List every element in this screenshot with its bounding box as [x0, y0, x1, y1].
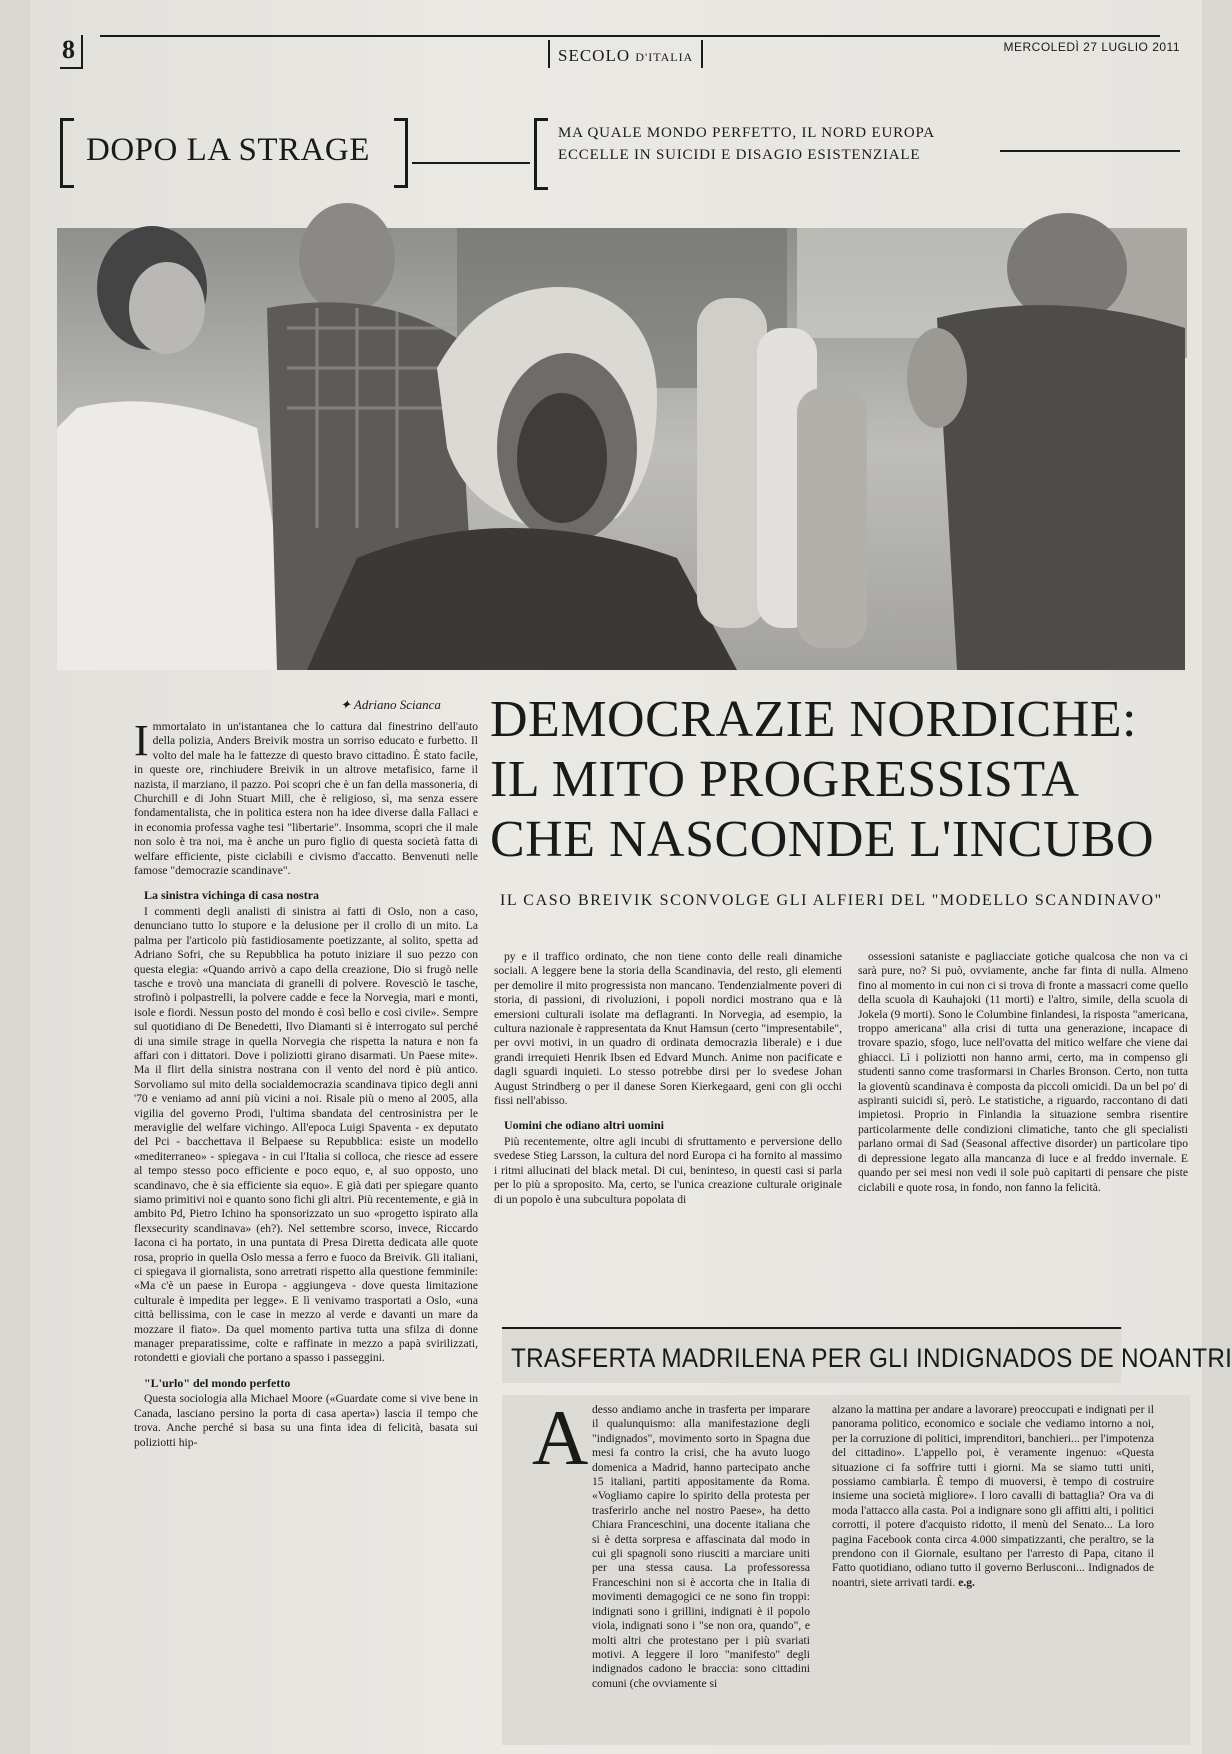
subheading: La sinistra vichinga di casa nostra — [144, 888, 320, 903]
headline-line: CHE NASCONDE L'INCUBO — [490, 811, 1155, 868]
paper-name — [548, 40, 703, 68]
box-title: TRASFERTA MADRILENA PER GLI INDIGNADOS DE NOANTRI — [502, 1327, 1121, 1383]
section-subtitle-line1: MA QUALE MONDO PERFETTO, IL NORD EUROPA — [558, 125, 935, 141]
box-paragraph: desso andiamo anche in trasferta per imparare il qualunquismo: alla manifestazione degli "indignados", movimento sorto in Spagna due mesi fa contro la crisi, che ha avuto luogo domenica a Madrid, hanno partecipato anche 15 italiani, partiti appositamente da Roma. «Vogliamo capire lo spirito della protesta per trasferirlo anche nel nostro Paese», ha detto Chiara Franceschini, una docente italiana che si è detta sorpresa e affascinata dal modo in cui gli spagnoli sono riusciti a marciare uniti per una stessa causa. La professoressa Franceschini non si è accorta che in Italia di movimenti demagogici ce ne sono fin troppi: indignati sono i grillini, indignati è il popolo viola, indignati sono i "se non ora, quando", e molti altri che protestano per i più svariati motivi. A leggere il loro "manifesto" degli indignados cadono le braccia: sono cittadini comuni (che ovviamente si — [592, 1403, 810, 1690]
box-drop-cap: A — [532, 1394, 589, 1481]
article-paragraph: Questa sociologia alla Michael Moore («Guardate come si vive bene in Canada, lasciano persino la porta di casa aperta») lascia il tempo che trova. Anche perché si basa su una finta idea di felicità, basata sui poliziotti hip- — [134, 1392, 478, 1449]
box-column-1 — [532, 1394, 810, 1743]
headline-line: DEMOCRAZIE NORDICHE: — [490, 691, 1137, 748]
masthead — [60, 30, 1180, 70]
byline: ✦ Adriano Scianca — [340, 697, 441, 712]
box-paragraph — [832, 1403, 1154, 1590]
masthead-rule — [100, 35, 1160, 37]
subheading: Uomini che odiano altri uomini — [504, 1118, 665, 1133]
box-column-2 — [832, 1403, 1154, 1743]
section-subtitle-line2: ECCELLE IN SUICIDI E DISAGIO ESISTENZIALE — [558, 147, 921, 163]
page-number: 8 — [60, 35, 83, 69]
article-paragraph: ossessioni sataniste e pagliacciate gotiche qualcosa che non va ci sarà pure, no? Si può, ovviamente, anche far finta di nulla. Almeno fino al momento in cui non ci si trova di fronte a massacri come quello della scuola di Kauhajoki (11 morti) e l'altro, simile, della scuola di Jokela (9 morti). Sono le Columbine finlandesi, la risposta "americana, troppo americana" alla crisi di tutta una generazione, incapace di trovare spazio, sfogo, luce nell'ovatta del mitico welfare che viene dai ghiacci. Lì i poliziotti non hanno armi, certo, ma in compenso gli studenti sanno come trasformarsi in Charles Bronson. Certo, non tutta la gioventù scandinava è composta da piccoli omicidi. Da un bel po' di aspiranti suicidi sì, però. Le statistiche, a riguardo, raccontano di dati impietosi. Proprio in Finlandia la situazione sembra risentire particolarmente delle condizioni climatiche, tanto che gli specialisti parlano ormai di Sad (Seasonal affective disorder) un particolare tipo di depressione legato alla mancanza di luce e al freddo invernale. E quando per sei mesi non vedi il sole può capitarti di pensare che piste ciclabili e quote rosa, in fondo, non fanno la felicità. — [858, 950, 1188, 1194]
issue-date: MERCOLEDÌ 27 LUGLIO 2011 — [1003, 40, 1180, 54]
subheading: "L'urlo" del mondo perfetto — [144, 1375, 291, 1390]
box-signature: e.g. — [958, 1575, 975, 1589]
lead-text: mmortalato in un'istantanea che lo cattura dal finestrino dell'auto della polizia, Anders Breivik mostra un sorriso educato e furbetto. Il volto del male ha le fattezze di questo bravo cittadino. È stato facile, in queste ore, rinchiudere Breivik in un altrove metafisico, farne il nazista, il marziano, il pazzo. Poi scopri che è un fan della massoneria, di Churchill e di John Stuart Mill, che è religioso, sì, ma senza essere fondamentalista, che in politica estera non ha idee diverse dalla Fallaci e in economia professa vaghe tesi "libertarie". Insomma, scopri che il male non solo è tra noi, ma è anche un puro figlio di questa società fatta di welfare efficiente, piste ciclabili e civismo d'accatto. Benvenuti nelle famose "democrazie scandinave". — [134, 720, 478, 878]
box-body — [502, 1395, 1190, 1745]
article-column-1 — [134, 716, 478, 1730]
bracket-subtitle — [534, 118, 548, 190]
section-header — [60, 118, 1180, 198]
section-label: DOPO LA STRAGE — [86, 132, 370, 168]
article-paragraph: py e il traffico ordinato, che non tiene conto delle reali dinamiche sociali. A leggere bene la storia della Scandinavia, del resto, gli elementi per demolire il mito progressista non mancano. Tendenzialmente poveri di storia, di passioni, di rivoluzioni, i popoli nordici mostrano qua e là emersioni culturali isolate ma deflagranti. In Norvegia, ad esempio, la cultura nazionale è rappresentata da Knut Hamsun (certo "impresentabile", per ovvi motivi, in un quadro di ordinata democrazia liberale) e i due grandi irrequieti Henrik Ibsen ed Edvard Munch. Anime non pacificate e dagli sguardi inquieti. Lo stesso potrebbe dirsi per lo svedese Johan August Strindberg o per il danese Soren Kierkegaard, geni con gli occhi fissi nell'abisso. — [494, 950, 842, 1108]
article-lead-paragraph — [134, 716, 478, 878]
headline-line: IL MITO PROGRESSISTA — [490, 751, 1080, 808]
section-rule — [412, 162, 530, 164]
news-photo — [57, 228, 1185, 670]
bracket-right — [394, 118, 408, 188]
sidebar-box — [502, 1327, 1232, 1747]
section-rule-right — [1000, 150, 1180, 152]
box-text: alzano la mattina per andare a lavorare) preoccupati e indignati per il panorama politico, economico e sociale che vediamo intorno a noi, per la corruzione di politici, imprenditori, banchieri... per l'impotenza del cittadino». L'appello poi, è veramente ingenuo: «Questa situazione ci fa soffrire tutti i giorni. Ma se siamo tutti uniti, possiamo cambiarla. È tempo di muoversi, è tempo di costruire insieme una società migliore». I loro cavalli di battaglia? Ora va di moda l'attacco alla casta. Poi a indignare sono gli affitti alti, i politici corrotti, il potere d'acquisto ridotto, il menù del Senato... La loro pagina Facebook conta circa 4.000 simpatizzanti, che peraltro, se la prendono con il Giornale, esultano per l'arresto di Papa, citano il Fatto quotidiano, odiano tutto il governo Berlusconi... Indignados de noantri, siete arrivati tardi. — [832, 1403, 1154, 1589]
photo-illustration — [57, 228, 1185, 670]
article-column-3 — [858, 950, 1188, 1290]
paper-name-main: SECOLO — [558, 46, 631, 65]
drop-cap: I — [134, 716, 149, 765]
paper-name-suffix: D'ITALIA — [635, 50, 694, 64]
headline — [490, 690, 1190, 870]
article-paragraph: Più recentemente, oltre agli incubi di sfruttamento e perversione dello svedese Stieg Larsson, la cultura del nord Europa ci ha fornito al massimo i ritmi allucinati del black metal. Di cui, beninteso, in questi casi si parla per lo più a sproposito. Ma, certo, se l'unica creazione culturale originale di un popolo è una subcultura popolata di — [494, 1134, 842, 1206]
deck: IL CASO BREIVIK SCONVOLGE GLI ALFIERI DEL "MODELLO SCANDINAVO" — [500, 892, 1163, 909]
article-column-2 — [494, 950, 842, 1290]
section-subtitle — [558, 122, 935, 166]
article-paragraph: I commenti degli analisti di sinistra ai fatti di Oslo, non a caso, denunciano tutto lo stupore e la delusione per il crollo di un mito. La palma per l'articolo più fastidiosamente poetizzante, al solito, spetta ad Adriano Sofri, che su Repubblica ha potuto iniziare il suo pezzo con questa elegia: «Quando arrivò a capo della creazione, Dio si frugò nelle tasche e trovò una manciata di granelli di polvere. Rovesciò le tasche, strofinò i polpastrelli, la polvere cadde e fece la Norvegia, mari e monti, isole e fiordi. Nessun posto del mondo è così bello e così civile». Sempre sul quotidiano di De Benedetti, Ilvo Diamanti si è interrogato sul perché di una simile strage in quella Norvegia che rispetta la natura e non fa affari con i dittatori. Dove i poliziotti girano disarmati. Un Paese mite». Ma il flirt della sinistra nostrana con il vento del nord è più antico. Sorvoliamo sul mito della socialdemocrazia scandinava tipico degli anni '70 e veniamo ad anni più vicini a noi. Risale più o meno al 2005, alla vigilia del governo Prodi, l'ultima sbandata del centrosinistra per le meraviglie del welfare vichingo. All'epoca Luigi Spaventa - ex deputato del Pci - bacchettava il Belpaese su Repubblica: esiste un modello «mediterraneo» - spiegava - in cui l'Italia si colloca, che riesce ad essere al tempo stesso poco efficiente e poco equo, e, al suo opposto, uno scandinavo, che è sia efficiente sia equo». E già dati per spiegare quanto siamo primitivi noi e quanto sono fichi gli altri. Più recentemente, e già in ambito Pd, Pietro Ichino ha sponsorizzato un suo «progetto ispirato alla flexsecurity scandinava» (eh?). Nel settembre scorso, invece, Riccardo Iacona ci ha portato, in una puntata di Presa Diretta dedicata alle quote rosa, proprio in quella Oslo messa a ferro e fuoco da Breivik. Gli italiani, ci spiegava il giornalista, sono arretrati rispetto alla questione femminile: «Ma c'è un paese in Europa - aggiungeva - dove questa limitazione culturale è impedita per legge». E lì venivamo trasportati a Oslo, «una città bellissima, con le case in mezzo al verde e davanti un mare da mozzare il fiato». Da quel momento partiva tutta una sfilza di donne manager preparatissime, colte e raffinate in mezzo a papà svirilizzati, rotondetti e gioviali che portano a spasso i passeggini. — [134, 904, 478, 1365]
